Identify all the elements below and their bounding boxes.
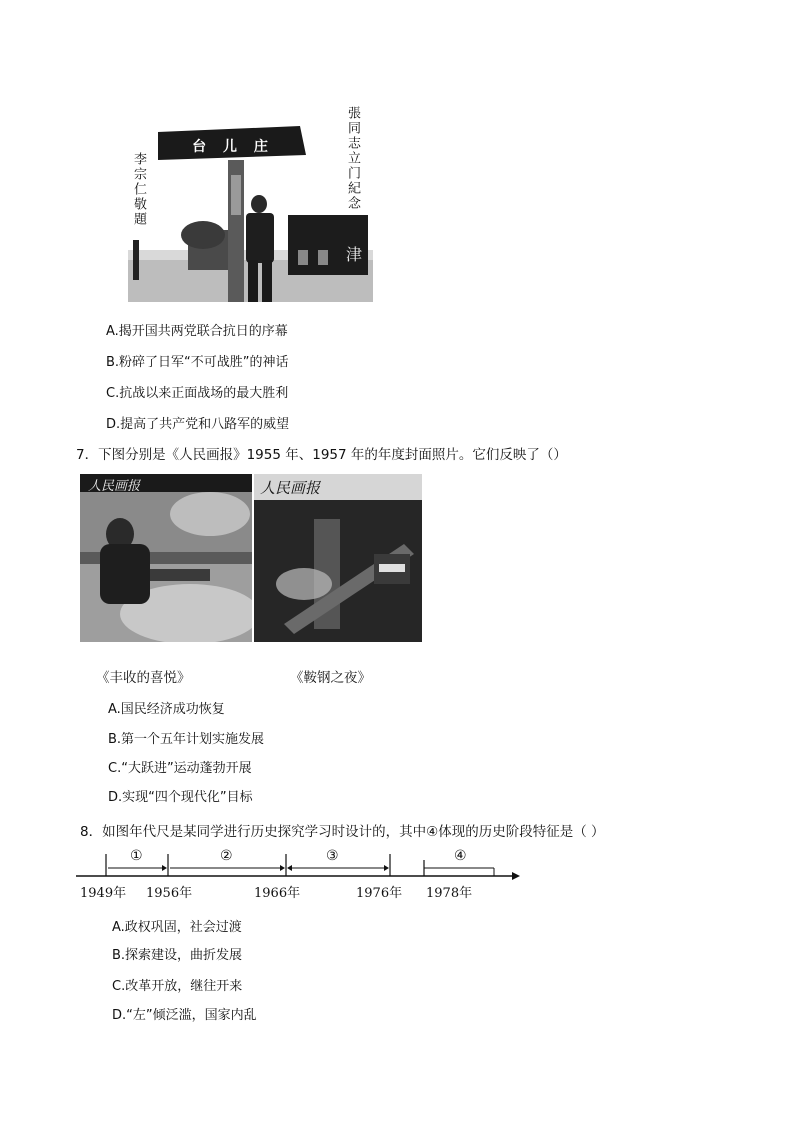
q8-option-d: D.“左”倾泛滥，国家内乱 <box>112 1008 257 1023</box>
q8-option-b: B.探索建设，曲折发展 <box>112 948 243 963</box>
taierzhuang-photo <box>128 100 373 302</box>
q7-option-d: D.实现“四个现代化”目标 <box>108 790 253 805</box>
right-calligraphy: 張同志立门紀念 <box>345 106 360 211</box>
wall-text: 津 <box>346 245 363 264</box>
year-1978: 1978年 <box>426 886 473 901</box>
cover-angang-graphic <box>254 474 422 642</box>
year-1949: 1949年 <box>80 886 127 901</box>
caption-harvest: 《丰收的喜悦》 <box>96 670 191 686</box>
q8-option-c: C.改革开放，继往开来 <box>112 979 243 994</box>
segment-4-label: ④ <box>454 848 467 864</box>
q6-option-c: C.抗战以来正面战场的最大胜利 <box>106 386 289 401</box>
cover-angang-photo <box>254 474 422 642</box>
segment-1-label: ① <box>130 848 143 864</box>
cover-harvest-photo <box>80 474 252 642</box>
taierzhuang-photo-graphic <box>128 100 373 302</box>
q7-option-a: A.国民经济成功恢复 <box>108 702 225 717</box>
cover2-masthead: 人民画报 <box>260 479 321 497</box>
q7-option-b: B.第一个五年计划实施发展 <box>108 732 265 747</box>
year-1976: 1976年 <box>356 886 403 901</box>
q6-option-b: B.粉碎了日军“不可战胜”的神话 <box>106 355 289 370</box>
sign-text: 台 儿 庄 <box>192 139 274 155</box>
year-1956: 1956年 <box>146 886 193 901</box>
q6-option-a: A.揭开国共两党联合抗日的序幕 <box>106 324 288 339</box>
q7-option-c: C.“大跃进”运动蓬勃开展 <box>108 761 252 776</box>
year-1966: 1966年 <box>254 886 301 901</box>
segment-3-label: ③ <box>326 848 339 864</box>
segment-2-label: ② <box>220 848 233 864</box>
caption-angang: 《鞍钢之夜》 <box>290 670 371 686</box>
q8-stem: 8．如图年代尺是某同学进行历史探究学习时设计的，其中④体现的历史阶段特征是（ ） <box>80 824 605 840</box>
q6-option-d: D.提高了共产党和八路军的威望 <box>106 417 290 432</box>
cover-harvest-graphic <box>80 474 252 642</box>
q7-stem: 7．下图分别是《人民画报》1955 年、1957 年的年度封面照片。它们反映了（） <box>76 447 567 463</box>
q8-option-a: A.政权巩固，社会过渡 <box>112 920 242 935</box>
cover1-masthead: 人民画报 <box>88 479 141 494</box>
left-calligraphy: 李宗仁敬題 <box>131 152 146 227</box>
